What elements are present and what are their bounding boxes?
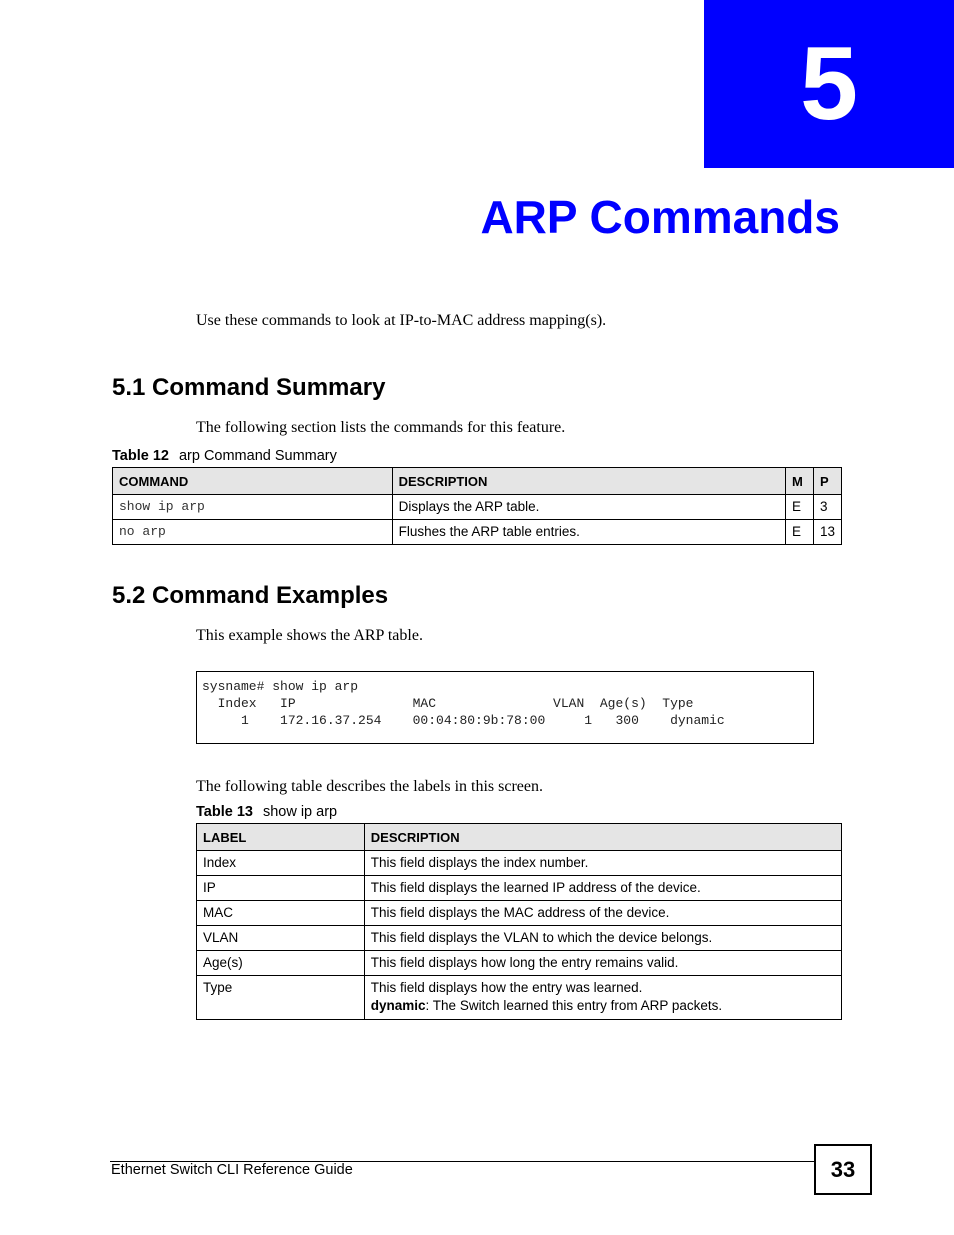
labels-intro-text: The following table describes the labels in this screen. [196, 778, 544, 795]
section-heading-summary: 5.1 Command Summary [112, 374, 386, 401]
table-row [197, 851, 842, 876]
chapter-title: ARP Commands [480, 191, 840, 243]
column-header: DESCRIPTION [392, 468, 785, 495]
command-cell: no arp [113, 520, 393, 545]
description-cell: Flushes the ARP table entries. [392, 520, 785, 545]
privilege-cell: 3 [813, 495, 841, 520]
label-description-table [196, 823, 842, 1020]
command-cell: show ip arp [113, 495, 393, 520]
examples-text: This example shows the ARP table. [196, 627, 423, 644]
description-cell: This field displays the VLAN to which the device belongs. [364, 926, 841, 951]
column-header: LABEL [197, 824, 365, 851]
table-header-row [197, 824, 842, 851]
table-row [197, 876, 842, 901]
command-summary-table [112, 467, 842, 545]
column-header: COMMAND [113, 468, 393, 495]
label-cell: IP [197, 876, 365, 901]
table-row [197, 901, 842, 926]
dynamic-explanation: : The Switch learned this entry from ARP packets. [425, 998, 723, 1013]
table-row [197, 926, 842, 951]
description-cell: Displays the ARP table. [392, 495, 785, 520]
table-row [113, 495, 842, 520]
description-cell: This field displays how long the entry remains valid. [364, 951, 841, 976]
table-header-row [113, 468, 842, 495]
table-caption-text: arp Command Summary [178, 448, 337, 464]
privilege-cell: 13 [813, 520, 841, 545]
column-header: DESCRIPTION [364, 824, 841, 851]
cli-example-code: sysname# show ip arp Index IP MAC VLAN Age(s) Type 1 172.16.37.254 00:04:80:9b:78:00 1 300 dynamic [196, 671, 814, 744]
label-cell: Index [197, 851, 365, 876]
column-header: P [813, 468, 841, 495]
type-description-line: This field displays how the entry was learned. [370, 980, 643, 995]
footer-guide-title: Ethernet Switch CLI Reference Guide [111, 1162, 353, 1178]
table-row [197, 951, 842, 976]
label-cell: VLAN [197, 926, 365, 951]
intro-text: Use these commands to look at IP-to-MAC address mapping(s). [196, 312, 607, 329]
mode-cell: E [785, 495, 813, 520]
summary-text: The following section lists the commands for this feature. [196, 419, 566, 436]
label-cell: Age(s) [197, 951, 365, 976]
type-dynamic-line [371, 998, 835, 1013]
column-header: M [785, 468, 813, 495]
description-cell: This field displays the MAC address of the device. [364, 901, 841, 926]
table-12-caption [112, 448, 337, 464]
table-caption-label: Table 13 [196, 804, 253, 820]
table-13-caption [196, 804, 337, 820]
description-cell [364, 976, 841, 1020]
description-cell: This field displays the learned IP address of the device. [364, 876, 841, 901]
section-heading-examples: 5.2 Command Examples [112, 582, 389, 609]
label-cell: MAC [197, 901, 365, 926]
table-row [197, 976, 842, 1020]
label-cell: Type [197, 976, 365, 1020]
table-caption-text: show ip arp [262, 804, 338, 820]
table-caption-label: Table 12 [112, 448, 169, 464]
table-row [113, 520, 842, 545]
page-number: 33 [814, 1144, 872, 1195]
description-cell: This field displays the index number. [364, 851, 841, 876]
chapter-number: 5 [704, 0, 954, 168]
mode-cell: E [785, 520, 813, 545]
dynamic-keyword: dynamic [370, 998, 426, 1013]
